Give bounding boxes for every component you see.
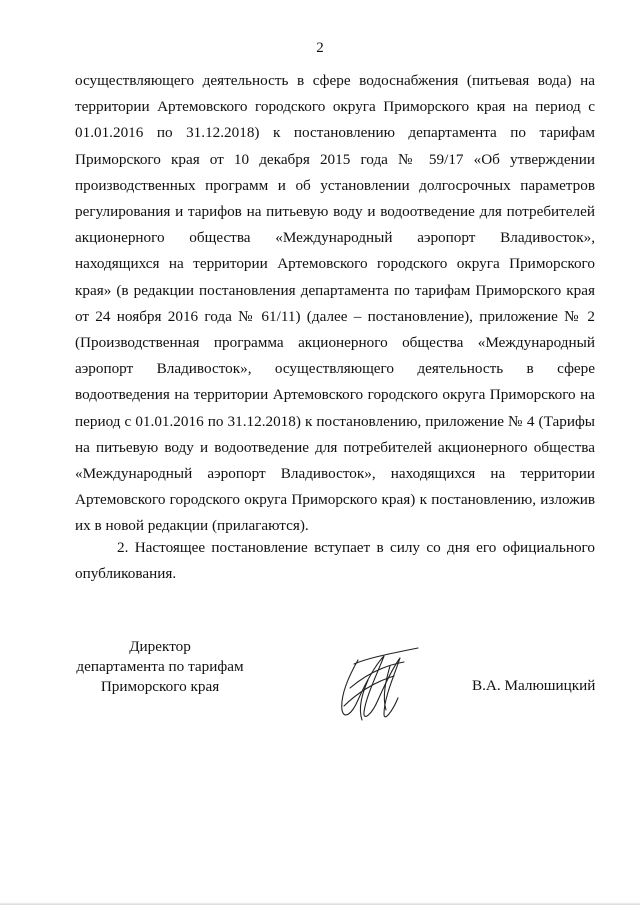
body-paragraph: осуществляющего деятельность в сфере водоснабжения (питьевая вода) на территории Артемовского городского округа Приморского края на период с 01.01.2016 по 31.12.2018) к постановлению департамента по тарифам Приморского края от 10 декабря 2015 года № 59/17 «Об утверждении производственных программ и об установлении долгосрочных параметров регулирования и тарифов на питьевую воду и водоотведение для потребителей акционерного общества «Международный аэропорт Владивосток», находящихся на территории Артемовского городского округа Приморского края» (в редакции постановления департамента по тарифам Приморского края от 24 ноября 2016 года № 61/11) (далее – постановление), приложение № 2 (Производственная программа акционерного общества «Международный аэропорт Владивосток», осуществляющего деятельность в сфере водоотведения на территории Артемовского городского округа Приморского на период с 01.01.2016 по 31.12.2018) к постановлению, приложение № 4 (Тарифы на питьевую воду и водоотведение для потребителей акционерного общества «Международный аэропорт Владивосток», находящихся на территории Артемовского городского округа Приморского края) к постановлению, изложив их в новой редакции (прилагаются). [75, 72, 595, 535]
signatory-title-line-2: департамента по тарифам [76, 658, 244, 675]
handwritten-signature [328, 636, 423, 728]
signatory-title-line-1: Директор [129, 638, 191, 655]
signatory-title-line-3: Приморского края [100, 678, 220, 695]
effective-date-clause: 2. Настоящее постановление вступает в силу со дня его официального опубликования. [75, 539, 595, 583]
page-number: 2 [316, 40, 324, 56]
signatory-title [60, 637, 260, 697]
signatory-name: В.А. Малюшицкий [472, 677, 596, 694]
